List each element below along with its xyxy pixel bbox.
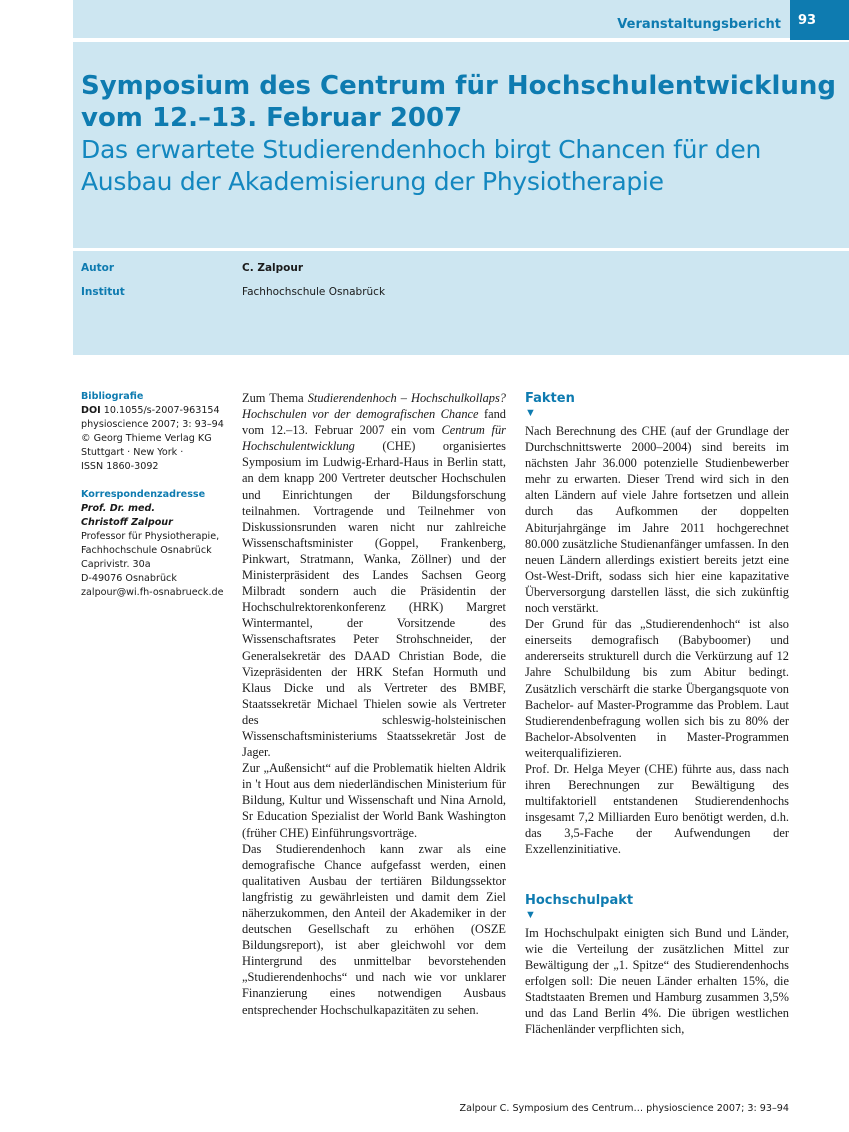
- italic-run: Studierendenhoch – Hochschulkollaps? Hochschulen vor der demografischen Chance: [242, 391, 506, 422]
- correspondence-heading: Korrespondenzadresse: [81, 489, 206, 500]
- body-paragraph: Nach Berechnung des CHE (auf der Grundlage der Durchschnittswerte 2000–2004) sind bereits im nächsten Jahr 36.000 potenzielle Studienbewerber mehr zu erwarten. Dieser Trend wird sich in den alten Ländern auf viele Jahre fortsetzen und allein durch das Aufkommen der doppelten Abiturjahrgänge im Jahre 2011 hochgerechnet 80.000 zusätzliche Studienanfänger umfassen. In den neuen Ländern allerdings existiert bereits jetzt eine Ost-West-Drift, sodass sich hier eine kapazitative Überversorgung darstellen lässt, die sich zukünftig noch verstärkt.: [525, 424, 789, 616]
- corr-line: D-49076 Osnabrück: [81, 573, 177, 584]
- author-value: C. Zalpour: [242, 262, 304, 274]
- corr-name: Christoff Zalpour: [81, 517, 173, 528]
- citation: physioscience 2007; 3: 93–94: [81, 419, 224, 430]
- triangle-marker-icon: ▼: [525, 908, 536, 921]
- body-paragraph: Der Grund für das „Studierendenhoch“ ist also einerseits demografisch (Babyboomer) und andererseits strukturell durch die Verkürzung auf 12 Jahre Schulbildung bis zum Abitur bedingt. Zusätzlich verschärft die starke Übergangsquote von Bachelor- auf Master-Programme das Problem. Laut Studierendenbefragung wollen sich bis zu 80% der Bachelor-Absolventen in Master-Programmen weiterqualifizieren.: [525, 617, 789, 760]
- institute-value: Fachhochschule Osnabrück: [242, 286, 386, 298]
- text-run: fand vom 12.–13. Februar 2007 ein vom: [242, 407, 506, 438]
- corr-email[interactable]: zalpour@wi.fh-osnabrueck.de: [81, 587, 224, 598]
- article-title: Symposium des Centrum für Hochschulentwicklung vom 12.–13. Februar 2007: [81, 71, 836, 133]
- body-paragraph: Das Studierendenhoch kann zwar als eine demografische Chance aufgefasst werden, einen qualitativen Ausbau der tertiären Bildungssektor langfristig zu gewährleisten und damit dem Ziel näherzukommen, den Anteil der Akademiker in der deutschen Gesellschaft zu erhöhen (OSZE Bildungsreport), ist aber gleichwohl vor dem Hintergrund des unmittelbar bevorstehenden „Studierendenhochs“ und nach wie vor unklarer Finanzierung eines notwendigen Ausbaus entsprechender Hochschulkapazitäten zu sehen.: [242, 841, 506, 1017]
- doi-line: [81, 404, 231, 418]
- section-label: Veranstaltungsbericht: [617, 17, 781, 32]
- page-number: 93: [790, 0, 849, 40]
- article-subtitle: Das erwartete Studierendenhoch birgt Chancen für den Ausbau der Akademisierung der Physiotherapie: [81, 135, 762, 196]
- facts-heading: Fakten: [525, 391, 575, 406]
- body-paragraph: Zur „Außensicht“ auf die Problematik hielten Aldrik in 't Hout aus dem niederländischen Ministerium für Bildung, Kultur und Wissenschaft und Nina Arnold, Sr Education Spezialist der World Bank Washington (früher CHE) Einführungsvorträge.: [242, 761, 506, 840]
- corr-line: Fachhochschule Osnabrück: [81, 545, 212, 556]
- footer-citation: Zalpour C. Symposium des Centrum… physioscience 2007; 3: 93–94: [459, 1103, 789, 1114]
- corr-line: Professor für Physiotherapie,: [81, 531, 220, 542]
- pact-heading: Hochschulpakt: [525, 892, 634, 908]
- doi-label: DOI: [81, 405, 101, 416]
- title-block: [81, 70, 841, 198]
- doi-value: 10.1055/s-2007-963154: [103, 405, 220, 416]
- text-run: (CHE) organisiertes Symposium im Ludwig-Erhard-Haus in Berlin statt, an dem knapp 200 Vertreter deutscher Hochschulen und Einrichtungen der Bildungsforschung teilnahmen. Vortragende und Teilnehmer von Diskussionsrunden waren nicht nur zahlreiche Wissenschaftsminister (Goppel, Frankenberg, Pinkwart, Stratmann, Wanka, Zöllner) und der Ministerpräsident des Landes Sachsen Georg Milbradt sondern auch die Präsidentin der Hochschulrektorenkonferenz (HRK) Margret Wintermantel, der Vorsitzende des Wissenschaftsrates Peter Strohschneider, der Generalsekretär des DAAD Christian Bode, die Vizepräsidenten der HRK Stefan Hormuth und Klaus Dicke und als Vertreter des BMBF, Staatssekretär Michael Thielen sowie als Vertreter des schleswig-holsteinischen Wissenschaftsministeriums Staatssekretär Jost de Jager.: [242, 439, 506, 760]
- body-paragraph: Im Hochschulpakt einigten sich Bund und Länder, wie die Verteilung der zusätzlichen Mittel zur Bewältigung der „1. Spitze“ des Studierendenhochs erfolgen soll: Die neuen Länder erhalten 15%, die Stadtstaaten Bremen und Hamburg zusammen 3,5% und das Land Berlin 4%. Die übrigen westlichen Flächenländer verpflichten sich,: [525, 925, 789, 1037]
- body-paragraph: [242, 390, 506, 760]
- institute-label: Institut: [81, 286, 125, 298]
- bibliography-heading: Bibliografie: [81, 391, 144, 402]
- publisher-place: Stuttgart · New York ·: [81, 447, 184, 458]
- corr-name-title: Prof. Dr. med.: [81, 503, 156, 514]
- italic-run: Centrum für Hochschulentwicklung: [242, 423, 506, 454]
- body-column-right: [525, 390, 789, 1037]
- author-label: Autor: [81, 262, 115, 274]
- body-column-middle: [242, 390, 506, 1018]
- corr-line: Caprivistr. 30a: [81, 559, 151, 570]
- meta-band: [73, 251, 849, 355]
- body-paragraph: Prof. Dr. Helga Meyer (CHE) führte aus, dass nach ihren Berechnungen zur Bewältigung des multifaktoriell entstandenen Studierendenhochs insgesamt 7,2 Milliarden Euro benötigt werden, d.h. das 3,5-Fache der Aufwendungen der Exzellenzinitiative.: [525, 761, 789, 857]
- triangle-marker-icon: ▼: [525, 407, 536, 419]
- text-run: Zum Thema: [242, 391, 308, 405]
- issn: ISSN 1860-3092: [81, 461, 159, 472]
- sidebar: [81, 390, 231, 600]
- copyright: © Georg Thieme Verlag KG: [81, 433, 212, 444]
